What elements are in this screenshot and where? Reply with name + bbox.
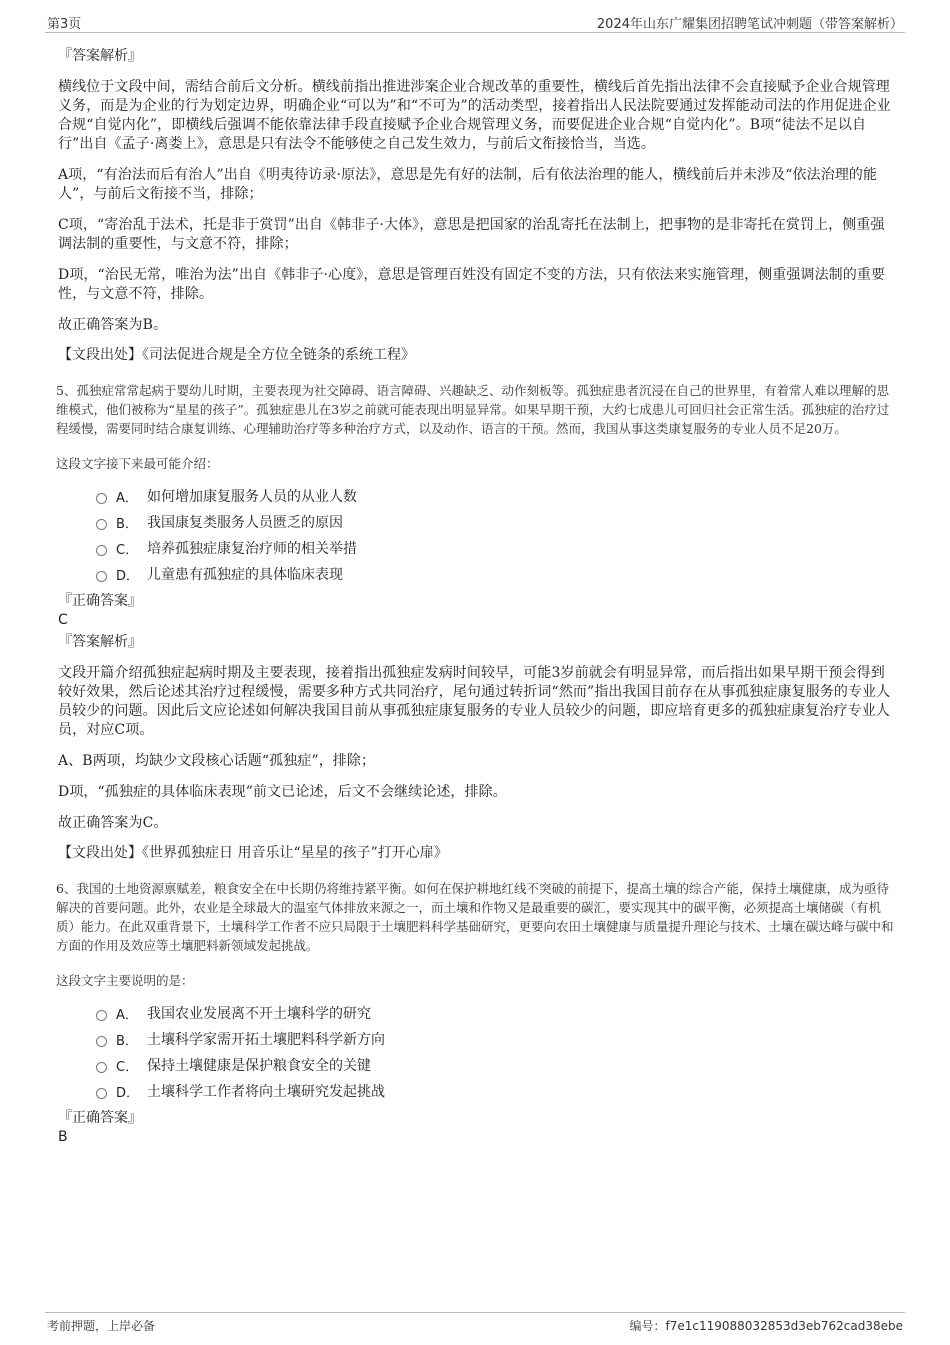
option-label: 如何增加康复服务人员的从业人数	[147, 489, 357, 505]
page-footer	[45, 1312, 905, 1333]
radio-icon[interactable]	[96, 519, 107, 530]
correct-answer-heading: 『正确答案』	[58, 1110, 142, 1126]
analysis-paragraph: 文段开篇介绍孤独症起病时期及主要表现，接着指出孤独症发病时间较早，可能3岁前就会有明显异常，而后指出如果早期干预会得到较好效果，然后论述其治疗过程缓慢，需要多种方式共同治疗，尾句通过转折词“然而”指出我国目前存在从事孤独症康复服务的专业人员较少的问题。因此后文应论述如何解决我国目前从事孤独症康复服务的专业人员较少的问题，即应培育更多的孤独症康复治疗专业人员，对应C项。	[58, 665, 891, 738]
option-label: 儿童患有孤独症的具体临床表现	[147, 567, 343, 583]
radio-icon[interactable]	[96, 571, 107, 582]
analysis-paragraph: 横线位于文段中间，需结合前后文分析。横线前指出推进涉案企业合规改革的重要性，横线后首先指出法律不会直接赋予企业合规管理义务，而是为企业的行为划定边界，明确企业“可以为”和“不可为”的活动类型，接着指出人民法院要通过发挥能动司法的作用促进企业合规“自觉内化”，即横线后强调不能依靠法律手段直接赋予企业合规管理义务，而要促进企业合规“自觉内化”。B项“徒法不足以自行”出自《孟子·离娄上》，意思是只有法令不能够使之自己发生效力，与前后文衔接恰当，当选。	[58, 79, 891, 152]
analysis-paragraph: D项，“孤独症的具体临床表现”前文已论述，后文不会继续论述，排除。	[58, 784, 507, 800]
option-b[interactable]: B． 我国康复类服务人员匮乏的原因	[96, 509, 894, 535]
option-d[interactable]: D． 土壤科学工作者将向土壤研究发起挑战	[96, 1078, 894, 1104]
option-label: 我国农业发展离不开土壤科学的研究	[147, 1006, 371, 1022]
correct-answer: C	[58, 612, 68, 628]
option-a[interactable]: A． 我国农业发展离不开土壤科学的研究	[96, 1000, 894, 1026]
radio-icon[interactable]	[96, 545, 107, 556]
radio-icon[interactable]	[96, 1088, 107, 1099]
option-b[interactable]: B． 土壤科学家需开拓土壤肥料科学新方向	[96, 1026, 894, 1052]
question-6-text: 6、我国的土地资源禀赋差，粮食安全在中长期仍将维持紧平衡。如何在保护耕地红线不突破的前提下，提高土壤的综合产能，保持土壤健康，成为亟待解决的首要问题。此外，农业是全球最大的温室气体排放来源之一，而土壤和作物又是最重要的碳汇，要实现其中的碳平衡，必须提高土壤储碳（有机质）能力。在此双重背景下，土壤科学工作者不应只局限于土壤肥料科学基础研究，更要向农田土壤健康与质量提升理论与技术、土壤在碳达峰与碳中和方面的作用及效应等土壤肥料新领域发起挑战。	[56, 881, 894, 953]
analysis-paragraph: D项，“治民无常，唯治为法”出自《韩非子·心度》，意思是管理百姓没有固定不变的方法，只有依法来实施管理，侧重强调法制的重要性，与文意不符，排除。	[58, 267, 886, 302]
footer-slogan: 考前押题，上岸必备	[47, 1319, 156, 1333]
radio-icon[interactable]	[96, 1062, 107, 1073]
option-d[interactable]: D． 儿童患有孤独症的具体临床表现	[96, 561, 894, 587]
document-id: 编号：f7e1c119088032853d3eb762cad38ebe	[629, 1319, 903, 1333]
analysis-paragraph: A项，“有治法而后有治人”出自《明夷待访录·原法》，意思是先有好的法制，后有依法治理的能人，横线前后并未涉及“依法治理的能人”，与前后文衔接不当，排除；	[58, 167, 878, 202]
option-a[interactable]: A． 如何增加康复服务人员的从业人数	[96, 483, 894, 509]
page-number: 第3页	[47, 17, 82, 32]
option-c[interactable]: C． 培养孤独症康复治疗师的相关举措	[96, 535, 894, 561]
analysis-paragraph: A、B两项，均缺少文段核心话题“孤独症”，排除；	[58, 753, 376, 769]
page-header	[45, 10, 905, 33]
analysis-heading: 『答案解析』	[58, 48, 142, 64]
analysis-paragraph: C项，“寄治乱于法术，托是非于赏罚”出自《韩非子·大体》，意思是把国家的治乱寄托在法制上，把事物的是非寄托在赏罚上，侧重强调法制的重要性，与文意不符，排除；	[58, 217, 885, 252]
option-label: 土壤科学工作者将向土壤研究发起挑战	[147, 1084, 385, 1100]
source-citation: 【文段出处】《世界孤独症日 用音乐让“星星的孩子”打开心扉》	[58, 845, 448, 861]
option-label: 保持土壤健康是保护粮食安全的关键	[147, 1058, 371, 1074]
page-content	[56, 40, 894, 1146]
correct-answer-heading: 『正确答案』	[58, 593, 142, 609]
radio-icon[interactable]	[96, 493, 107, 504]
correct-answer: B	[58, 1129, 68, 1145]
document-title: 2024年山东广耀集团招聘笔试冲刺题（带答案解析）	[596, 17, 903, 32]
analysis-conclusion: 故正确答案为B。	[58, 317, 168, 333]
option-c[interactable]: C． 保持土壤健康是保护粮食安全的关键	[96, 1052, 894, 1078]
option-label: 我国康复类服务人员匮乏的原因	[147, 515, 343, 531]
question-5-options	[96, 483, 894, 587]
analysis-block-q5	[56, 664, 894, 833]
source-citation: 【文段出处】《司法促进合规是全方位全链条的系统工程》	[58, 347, 415, 363]
radio-icon[interactable]	[96, 1010, 107, 1021]
question-5-stem: 这段文字接下来最可能介绍：	[56, 456, 219, 471]
question-6-options	[96, 1000, 894, 1104]
analysis-block-q4	[56, 78, 894, 335]
option-label: 培养孤独症康复治疗师的相关举措	[147, 541, 357, 557]
radio-icon[interactable]	[96, 1036, 107, 1047]
question-6-stem: 这段文字主要说明的是：	[56, 973, 194, 988]
option-label: 土壤科学家需开拓土壤肥料科学新方向	[147, 1032, 385, 1048]
analysis-heading: 『答案解析』	[58, 634, 142, 650]
analysis-conclusion: 故正确答案为C。	[58, 815, 168, 831]
question-5-text: 5、孤独症常常起病于婴幼儿时期，主要表现为社交障碍、语言障碍、兴趣缺乏、动作刻板等。孤独症患者沉浸在自己的世界里，有着常人难以理解的思维模式，他们被称为“星星的孩子”。孤独症患儿在3岁之前就可能表现出明显异常。如果早期干预，大约七成患儿可回归社会正常生活。孤独症的治疗过程缓慢，需要同时结合康复训练、心理辅助治疗等多种治疗方式，以及动作、语言的干预。然而，我国从事这类康复服务的专业人员不足20万。	[56, 383, 890, 436]
